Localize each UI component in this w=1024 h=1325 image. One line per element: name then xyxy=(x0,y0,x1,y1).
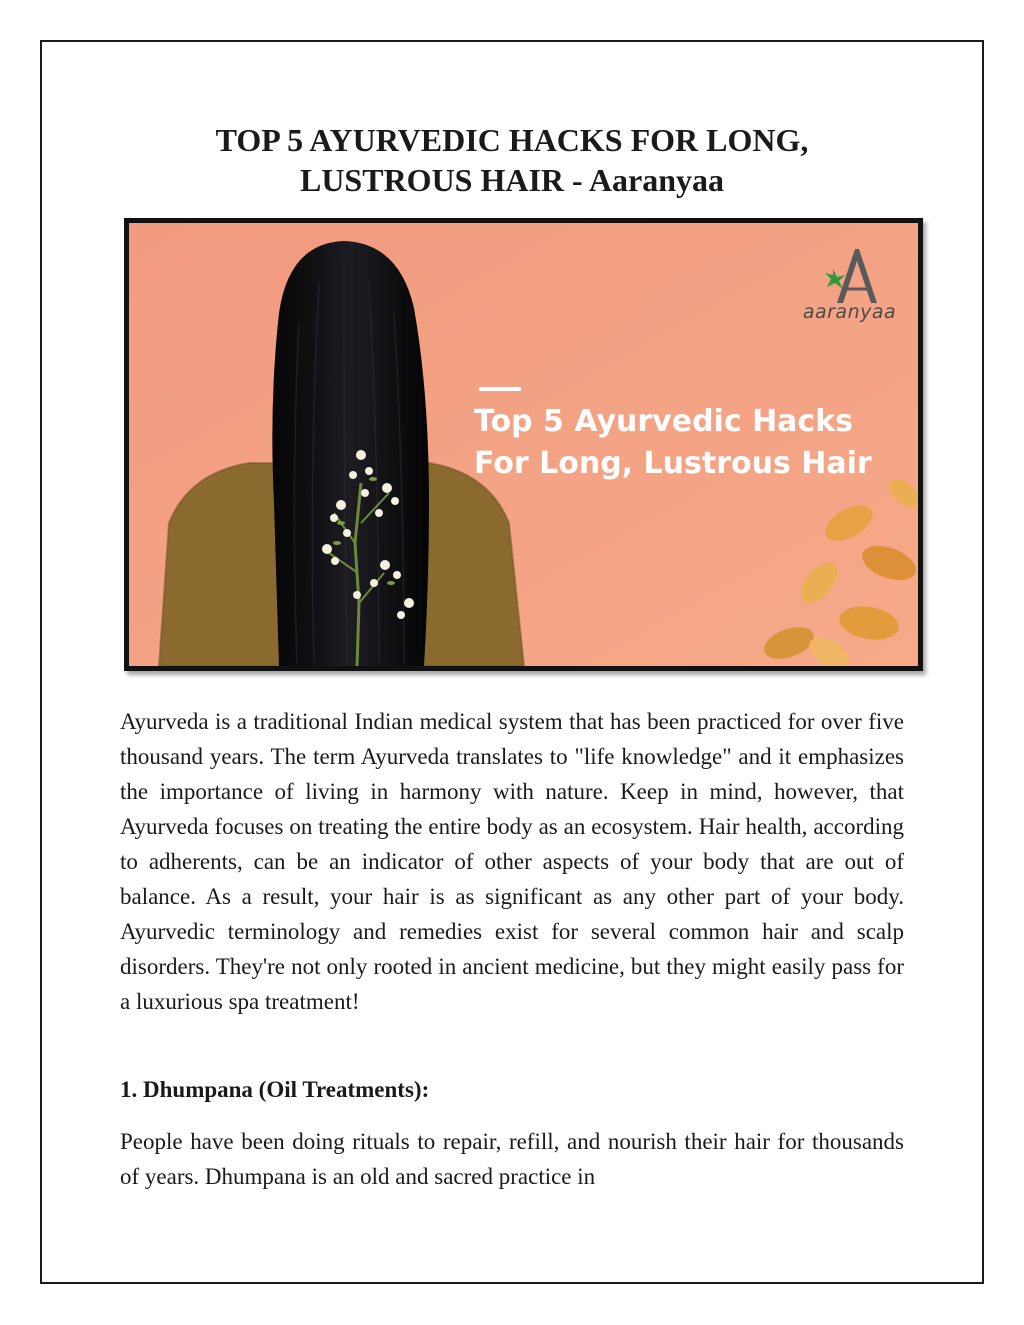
hero-heading-line-1: Top 5 Ayurvedic Hacks xyxy=(474,404,854,439)
title-line-2: LUSTROUS HAIR - Aaranyaa xyxy=(299,162,725,198)
section-1-paragraph: People have been doing rituals to repair, refill, and nourish their hair for thousands of years. Dhumpana is an old and sacred practice in xyxy=(120,1129,904,1189)
hero-heading-line-2: For Long, Lustrous Hair xyxy=(474,446,872,481)
intro-paragraph: Ayurveda is a traditional Indian medical system that has been practiced for over five thousand years. The term Ayurveda translates to "life knowledge" and it emphasizes the importance of living in harmony with nature. Keep in mind, however, that Ayurveda focuses on treating the entire body as an ecosystem. Hair health, according to adherents, can be an indicator of other aspects of your body that are out of balance. As a result, your hair is as significant as any other part of your body. Ayurvedic terminology and remedies exist for several common hair and scalp disorders. They're not only rooted in ancient medicine, but they might easily pass for a luxurious spa treatment! xyxy=(120,709,904,1014)
brand-wordmark: aaranyaa xyxy=(802,301,897,323)
section-1-heading: 1. Dhumpana (Oil Treatments): xyxy=(120,1077,430,1102)
document-title xyxy=(120,120,904,200)
title-line-1: TOP 5 AYURVEDIC HACKS FOR LONG, xyxy=(215,122,809,158)
hero-image xyxy=(124,218,923,671)
hero-heading xyxy=(474,401,894,485)
heading-accent-rule xyxy=(479,387,521,391)
